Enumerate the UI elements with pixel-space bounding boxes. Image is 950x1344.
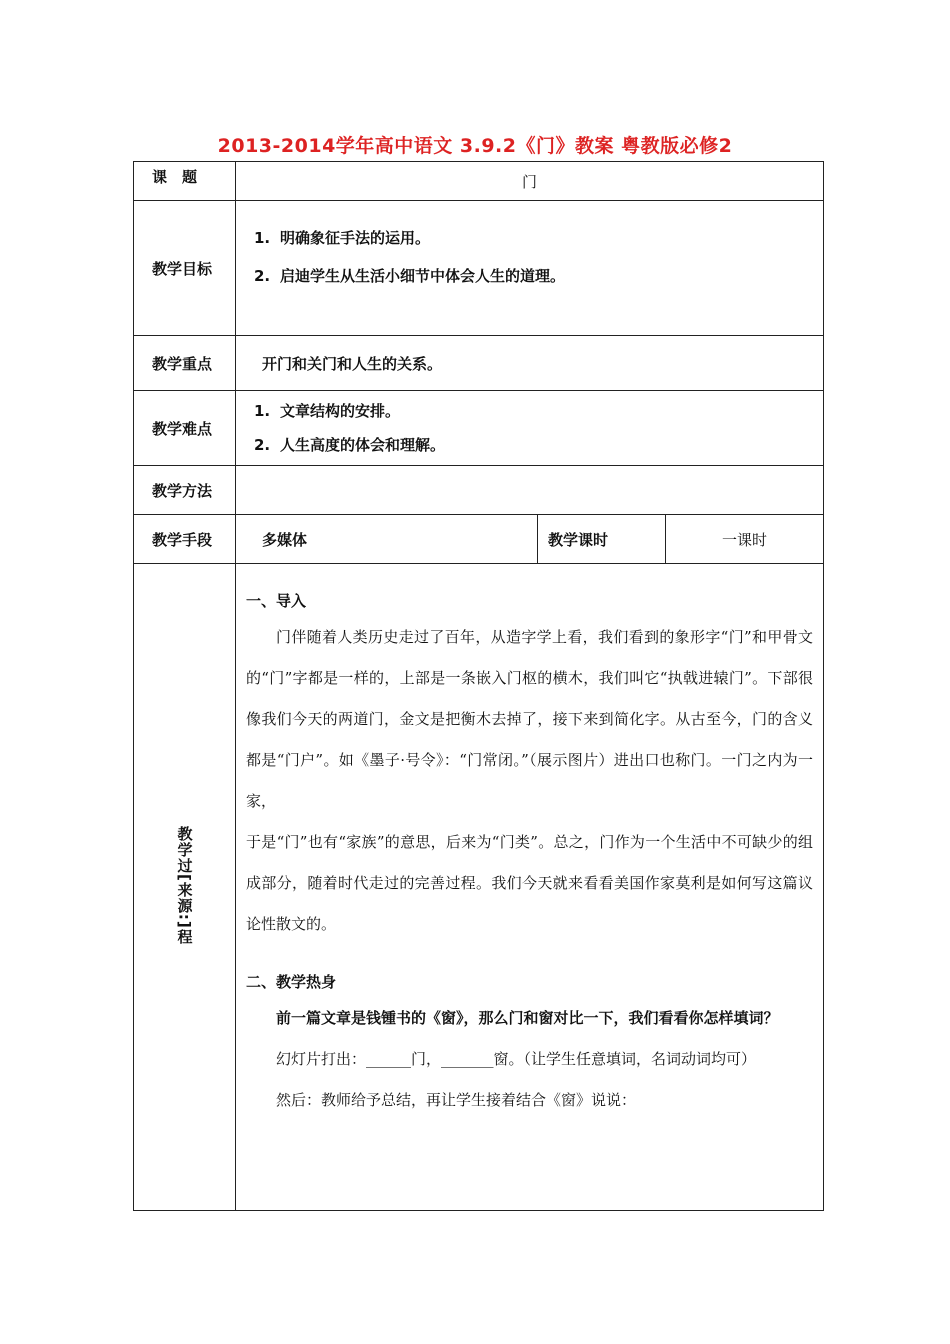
section-heading-intro: 一、导入 — [246, 592, 307, 610]
method-label: 教学方法 — [134, 466, 236, 515]
difficulties-list — [236, 391, 824, 466]
row-means — [134, 515, 824, 564]
hours-value: 一课时 — [666, 515, 824, 564]
row-process — [134, 564, 824, 1211]
objectives-label: 教学目标 — [134, 201, 236, 336]
lesson-plan-table — [133, 161, 824, 1211]
objective-item: 2. 启迪学生从生活小细节中体会人生的道理。 — [254, 267, 566, 285]
process-label-cell — [134, 564, 236, 1211]
method-value — [236, 466, 824, 515]
difficulty-item: 1. 文章结构的安排。 — [254, 402, 401, 420]
topic-value: 门 — [236, 162, 824, 201]
means-value: 多媒体 — [236, 515, 538, 564]
process-content — [236, 564, 824, 1211]
row-key-points — [134, 336, 824, 391]
key-points-value: 开门和关门和人生的关系。 — [236, 336, 824, 391]
key-points-label: 教学重点 — [134, 336, 236, 391]
row-topic — [134, 162, 824, 201]
difficulty-item: 2. 人生高度的体会和理解。 — [254, 436, 446, 454]
row-difficulties — [134, 391, 824, 466]
warmup-slide: 幻灯片打出：______门，_______窗。（让学生任意填词，名词动词均可） — [276, 1050, 757, 1068]
difficulties-label: 教学难点 — [134, 391, 236, 466]
section-heading-warmup: 二、教学热身 — [246, 973, 337, 991]
warmup-after: 然后：教师给予总结，再让学生接着结合《窗》说说： — [276, 1091, 637, 1109]
process-label: 教学过[来源:]程 — [175, 825, 194, 945]
hours-label: 教学课时 — [538, 515, 666, 564]
topic-label: 课 题 — [134, 162, 236, 201]
means-label: 教学手段 — [134, 515, 236, 564]
warmup-question: 前一篇文章是钱锺书的《窗》，那么门和窗对比一下，我们看看你怎样填词？ — [276, 1009, 779, 1027]
objective-item: 1. 明确象征手法的运用。 — [254, 229, 431, 247]
row-method — [134, 466, 824, 515]
row-objectives — [134, 201, 824, 336]
intro-paragraph: 门伴随着人类历史走过了百年，从造字学上看，我们看到的象形字“门”和甲骨文的“门”字都是一样的，上部是一条嵌入门枢的横木，我们叫它“执戟进辕门”。下部很像我们今天的两道门，金文是把衡木去掉了，接下来到简化字。从古至今，门的含义都是“门户”。如《墨子·号令》：“门常闭。”（展示图片）进出口也称门。一门之内为一家， — [246, 628, 814, 810]
objectives-list — [236, 201, 824, 336]
intro-paragraph: 于是“门”也有“家族”的意思，后来为“门类”。总之，门作为一个生活中不可缺少的组成部分，随着时代走过的完善过程。我们今天就来看看美国作家莫利是如何写这篇议论性散文的。 — [246, 833, 814, 933]
document-title: 2013-2014学年高中语文 3.9.2《门》教案 粤教版必修2 — [217, 135, 733, 157]
